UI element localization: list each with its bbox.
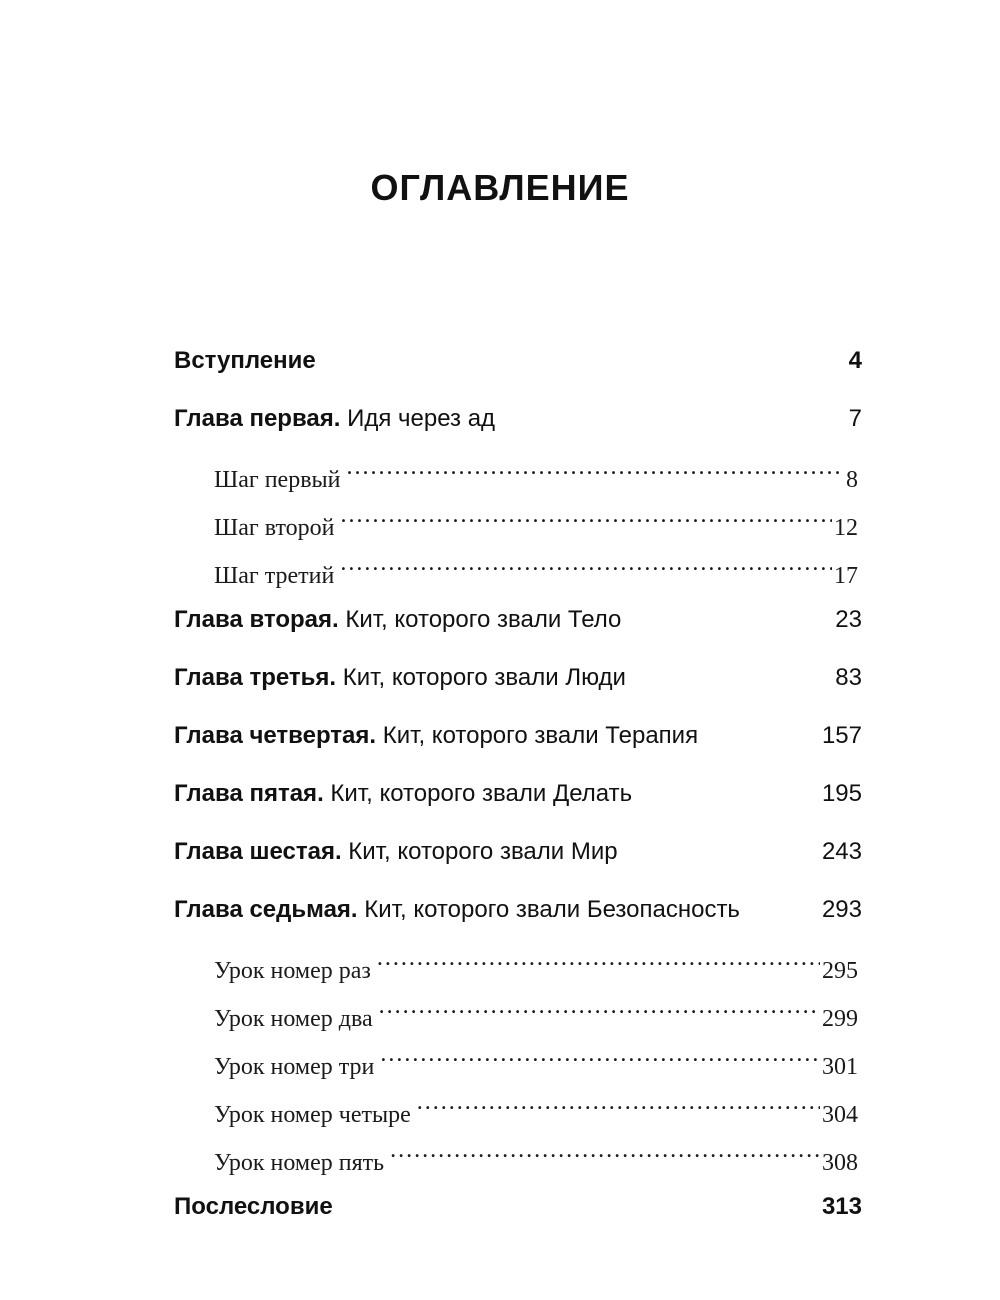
toc-subentry[interactable] — [214, 1034, 858, 1080]
subentry-label: Шаг первый — [214, 467, 341, 493]
subentry-label: Урок номер два — [214, 1006, 373, 1032]
toc-subentry[interactable] — [214, 1082, 858, 1128]
page-number: 301 — [822, 1054, 858, 1080]
page-number: 299 — [822, 1006, 858, 1032]
chapter-title: Кит, которого звали Делать — [323, 780, 633, 807]
toc-subentry[interactable] — [214, 986, 858, 1032]
chapter-title: Кит, которого звали Тело — [338, 606, 622, 633]
chapter-title: Кит, которого звали Люди — [336, 664, 626, 691]
page-number: 83 — [835, 664, 862, 691]
entry-label: Вступление — [174, 347, 316, 374]
page-number: 23 — [835, 606, 862, 633]
dot-leader — [380, 1034, 820, 1074]
page-number: 293 — [821, 896, 862, 923]
toc-entry-chapter-4[interactable] — [174, 716, 862, 756]
dot-leader — [377, 938, 820, 978]
toc-subentry[interactable] — [214, 495, 858, 541]
chapter-number: Глава четвертая. — [174, 722, 377, 749]
toc-subentry[interactable] — [214, 938, 858, 984]
page-number: 4 — [848, 347, 862, 374]
chapter-title: Кит, которого звали Мир — [341, 838, 618, 865]
chapter-title: Кит, которого звали Безопасность — [357, 896, 740, 923]
page-number: 243 — [821, 838, 862, 865]
page-number: 12 — [834, 515, 858, 541]
chapter-number: Глава вторая. — [174, 606, 339, 633]
dot-leader — [379, 986, 820, 1026]
toc-entry-afterword[interactable] — [174, 1187, 862, 1227]
chapter-number: Глава третья. — [174, 664, 337, 691]
dot-leader — [347, 447, 844, 487]
dot-leader — [417, 1082, 820, 1122]
toc-entry-chapter-6[interactable] — [174, 832, 862, 872]
toc-entry-intro[interactable] — [174, 341, 862, 381]
page-number: 7 — [848, 405, 862, 432]
page-number: 17 — [834, 563, 858, 589]
page-number: 308 — [822, 1150, 858, 1176]
toc-subentry[interactable] — [214, 543, 858, 589]
subentry-label: Урок номер три — [214, 1054, 375, 1080]
toc-entry-chapter-3[interactable] — [174, 658, 862, 698]
entry-label: Послесловие — [174, 1193, 333, 1220]
toc-entry-chapter-7[interactable] — [174, 890, 862, 930]
toc-entry-chapter-2[interactable] — [174, 600, 862, 640]
page-number: 304 — [822, 1102, 858, 1128]
subentry-label: Урок номер четыре — [214, 1102, 411, 1128]
toc-subentry[interactable] — [214, 1130, 858, 1176]
page-number: 295 — [822, 958, 858, 984]
toc-entry-chapter-1[interactable] — [174, 399, 862, 439]
chapter-title: Идя через ад — [340, 405, 496, 432]
chapter-number: Глава первая. — [174, 405, 341, 432]
page-number: 195 — [821, 780, 862, 807]
dot-leader — [340, 495, 832, 535]
page-number: 313 — [821, 1193, 862, 1220]
page-number: 8 — [846, 467, 858, 493]
toc-entry-chapter-5[interactable] — [174, 774, 862, 814]
page-number: 157 — [821, 722, 862, 749]
chapter-number: Глава пятая. — [174, 780, 324, 807]
subentry-label: Урок номер пять — [214, 1150, 385, 1176]
dot-leader — [390, 1130, 820, 1170]
chapter-number: Глава шестая. — [174, 838, 342, 865]
toc-subentry[interactable] — [214, 447, 858, 493]
subentry-label: Урок номер раз — [214, 958, 371, 984]
subentry-label: Шаг второй — [214, 515, 335, 541]
chapter-number: Глава седьмая. — [174, 896, 358, 923]
dot-leader — [340, 543, 832, 583]
chapter-title: Кит, которого звали Терапия — [376, 722, 699, 749]
subentry-label: Шаг третий — [214, 563, 335, 589]
page-title: ОГЛАВЛЕНИЕ — [370, 167, 630, 208]
